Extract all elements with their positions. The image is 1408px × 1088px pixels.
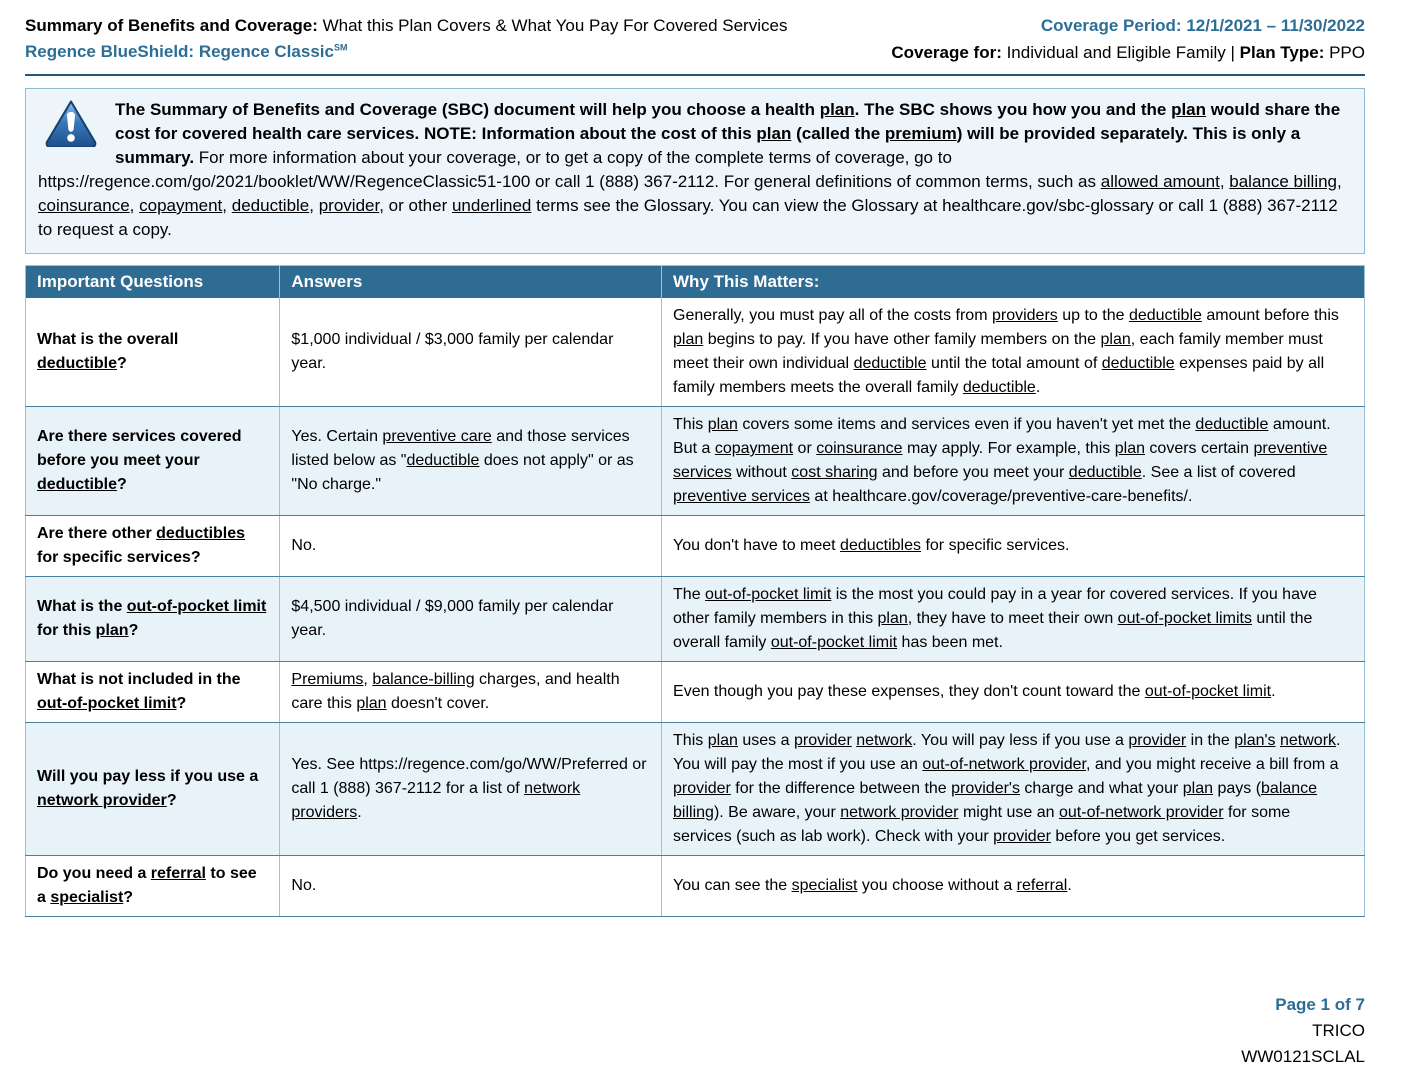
table-head: [26, 266, 1365, 299]
document-header: [25, 14, 1365, 65]
glossary-term-link[interactable]: referral: [1016, 877, 1068, 894]
document-title-bold: Summary of Benefits and Coverage:: [25, 16, 318, 35]
glossary-term-link[interactable]: deductible: [37, 476, 118, 493]
glossary-term-link[interactable]: cost sharing: [791, 464, 878, 481]
why-cell: You don't have to meet deductibles for specific services.: [662, 516, 1365, 577]
table-row: [26, 407, 1365, 516]
table-row: [26, 516, 1365, 577]
glossary-term-link[interactable]: referral: [150, 865, 206, 882]
glossary-term-link[interactable]: specialist: [50, 889, 124, 906]
glossary-term-link[interactable]: balance billing: [1229, 172, 1338, 191]
question-cell: Do you need a referral to see a specialist?: [26, 856, 280, 917]
glossary-term-link[interactable]: plan: [756, 124, 792, 143]
footer-form-code: WW0121SCLAL: [1241, 1047, 1365, 1066]
glossary-term-link[interactable]: premium: [884, 124, 957, 143]
glossary-term-link[interactable]: providers: [991, 307, 1058, 324]
header-divider: [25, 74, 1365, 76]
glossary-term-link[interactable]: deductible: [1128, 307, 1202, 324]
table-row: [26, 723, 1365, 856]
glossary-term-link[interactable]: provider's: [951, 780, 1020, 797]
glossary-term-link[interactable]: plan: [1182, 780, 1213, 797]
glossary-term-link[interactable]: provider: [1128, 732, 1187, 749]
document-title: [25, 14, 787, 38]
why-cell: Even though you pay these expenses, they don't count toward the out-of-pocket limit.: [662, 662, 1365, 723]
glossary-term-link[interactable]: coinsurance: [816, 440, 903, 457]
answer-cell: Yes. Certain preventive care and those services listed below as "deductible does not apply" or as "No charge.": [280, 407, 662, 516]
glossary-term-link[interactable]: network provider: [37, 792, 167, 809]
glossary-term-link[interactable]: network provider: [840, 804, 959, 821]
table-row: [26, 298, 1365, 407]
answer-cell: Premiums, balance-billing charges, and health care this plan doesn't cover.: [280, 662, 662, 723]
glossary-term-link[interactable]: out-of-pocket limits: [1117, 610, 1252, 627]
coverage-for: Coverage for: Individual and Eligible Family | Plan Type: PPO: [891, 43, 1365, 62]
table-row: [26, 577, 1365, 662]
notice-text: The Summary of Benefits and Coverage (SBC) document will help you choose a health plan. The SBC shows you how you and the plan would share the cost for covered health care services. NOTE: Information about the cost of this plan (called the premium) will be provided separately. This is only a summary. For more information about your coverage, or to get a copy of the complete terms of coverage, go to https://regence.com/go/2021/booklet/WW/RegenceClassic51-100 or call 1 (888) 367-2112. For general definitions of common terms, such as allowed amount, balance billing, coinsurance, copayment, deductible, provider, or other underlined terms see the Glossary. You can view the Glossary at healthcare.gov/sbc-glossary or call 1 (888) 367-2112 to request a copy.: [38, 100, 1342, 239]
answer-cell: $4,500 individual / $9,000 family per calendar year.: [280, 577, 662, 662]
why-cell: Generally, you must pay all of the costs from providers up to the deductible amount before this plan begins to pay. If you have other family members on the plan, each family member must meet their own individual deductible until the total amount of deductible expenses paid by all family members meets the overall family deductible.: [662, 298, 1365, 407]
glossary-term-link[interactable]: plan: [1114, 440, 1145, 457]
question-cell: Are there other deductibles for specific services?: [26, 516, 280, 577]
glossary-term-link[interactable]: plan: [95, 622, 129, 639]
glossary-term-link[interactable]: copayment: [714, 440, 794, 457]
glossary-term-link[interactable]: preventive services: [673, 440, 1328, 481]
glossary-term-link[interactable]: plan: [877, 610, 908, 627]
why-cell: You can see the specialist you choose without a referral.: [662, 856, 1365, 917]
plan-name: [25, 42, 787, 62]
glossary-term-link[interactable]: network: [524, 780, 581, 797]
column-header-important-questions: Important Questions: [26, 266, 280, 299]
glossary-term-link[interactable]: providers: [291, 804, 358, 821]
question-cell: What is the overall deductible?: [26, 298, 280, 407]
notice-box: [25, 88, 1365, 254]
question-cell: Will you pay less if you use a network provider?: [26, 723, 280, 856]
glossary-term-link[interactable]: out-of-network provider: [922, 756, 1086, 773]
glossary-term-link[interactable]: out-of-pocket limit: [770, 634, 898, 651]
glossary-term-link[interactable]: plan: [707, 732, 738, 749]
header-right: [891, 14, 1365, 65]
glossary-term-link[interactable]: plan's: [1234, 732, 1276, 749]
answer-cell: Yes. See https://regence.com/go/WW/Preferred or call 1 (888) 367-2112 for a list of network providers.: [280, 723, 662, 856]
glossary-term-link[interactable]: provider: [993, 828, 1051, 845]
answer-cell: $1,000 individual / $3,000 family per calendar year.: [280, 298, 662, 407]
why-cell: This plan covers some items and services even if you haven't yet met the deductible amount. But a copayment or coinsurance may apply. For example, this plan covers certain preventive services without cost sharing and before you meet your deductible. See a list of covered preventive services at healthcare.gov/coverage/preventive-care-benefits/.: [662, 407, 1365, 516]
glossary-term-link[interactable]: deductible: [406, 452, 480, 469]
glossary-term-link[interactable]: allowed amount: [1100, 172, 1220, 191]
glossary-term-link[interactable]: copayment: [139, 196, 223, 215]
column-header-why-this-matters: Why This Matters:: [662, 266, 1365, 299]
glossary-term-link[interactable]: network: [856, 732, 913, 749]
glossary-term-link[interactable]: underlined: [451, 196, 532, 215]
glossary-term-link[interactable]: balance billing: [673, 780, 1318, 821]
answer-cell: No.: [280, 516, 662, 577]
glossary-term-link[interactable]: provider: [793, 732, 852, 749]
glossary-term-link[interactable]: specialist: [791, 877, 858, 894]
footer-group-code: TRICO: [1312, 1021, 1365, 1040]
glossary-term-link[interactable]: plan: [356, 695, 387, 712]
questions-table: [25, 265, 1365, 917]
glossary-term-link[interactable]: deductible: [1068, 464, 1142, 481]
glossary-term-link[interactable]: balance-billing: [372, 671, 475, 688]
glossary-term-link[interactable]: provider: [318, 196, 380, 215]
glossary-term-link[interactable]: out-of-pocket limit: [1144, 683, 1272, 700]
glossary-term-link[interactable]: deductible: [962, 379, 1036, 396]
glossary-term-link[interactable]: provider: [673, 780, 731, 797]
why-cell: This plan uses a provider network. You will pay less if you use a provider in the plan's network. You will pay the most if you use an out-of-network provider, and you might receive a bill from a provider for the difference between the provider's charge and what your plan pays (balance billing). Be aware, your network provider might use an out-of-network provider for some services (such as lab work). Check with your provider before you get services.: [662, 723, 1365, 856]
table-header-row: [26, 266, 1365, 299]
glossary-term-link[interactable]: plan: [819, 100, 855, 119]
warning-triangle-icon: [42, 99, 100, 147]
why-cell: The out-of-pocket limit is the most you could pay in a year for covered services. If you have other family members in this plan, they have to meet their own out-of-pocket limits until the overall family out-of-pocket limit has been met.: [662, 577, 1365, 662]
glossary-term-link[interactable]: plan: [1100, 331, 1131, 348]
glossary-term-link[interactable]: out-of-pocket limit: [37, 695, 177, 712]
table-row: [26, 856, 1365, 917]
glossary-term-link[interactable]: deductible: [1195, 416, 1269, 433]
glossary-term-link[interactable]: preventive services: [673, 488, 810, 505]
question-cell: What is not included in the out-of-pocket limit?: [26, 662, 280, 723]
table-row: [26, 662, 1365, 723]
glossary-term-link[interactable]: deductible: [1101, 355, 1175, 372]
plan-name-text: Regence BlueShield: Regence Classic: [25, 42, 334, 61]
question-cell: What is the out-of-pocket limit for this plan?: [26, 577, 280, 662]
question-cell: Are there services covered before you meet your deductible?: [26, 407, 280, 516]
glossary-term-link[interactable]: deductibles: [156, 525, 246, 542]
glossary-term-link[interactable]: deductible: [37, 355, 118, 372]
document-footer: [1241, 992, 1365, 1070]
glossary-term-link[interactable]: out-of-pocket limit: [126, 598, 267, 615]
glossary-term-link[interactable]: deductible: [853, 355, 927, 372]
document-title-rest: What this Plan Covers & What You Pay For Covered Services: [317, 16, 788, 35]
glossary-term-link[interactable]: deductible: [231, 196, 310, 215]
glossary-term-link[interactable]: plan: [673, 331, 704, 348]
glossary-term-link[interactable]: deductibles: [840, 537, 921, 554]
glossary-term-link[interactable]: out-of-network provider: [1059, 804, 1224, 821]
column-header-answers: Answers: [280, 266, 662, 299]
glossary-term-link[interactable]: preventive care: [382, 428, 492, 445]
answer-cell: No.: [280, 856, 662, 917]
questions-table-body: [26, 298, 1365, 917]
glossary-term-link[interactable]: out-of-pocket limit: [705, 586, 832, 603]
page-number: Page 1 of 7: [1275, 995, 1365, 1014]
header-left: [25, 14, 787, 62]
service-mark: SM: [333, 42, 348, 53]
glossary-term-link[interactable]: plan: [1171, 100, 1207, 119]
glossary-term-link[interactable]: plan: [707, 416, 738, 433]
glossary-term-link[interactable]: network: [1280, 732, 1337, 749]
coverage-period: Coverage Period: 12/1/2021 – 11/30/2022: [1040, 16, 1365, 35]
glossary-term-link[interactable]: coinsurance: [38, 196, 130, 215]
glossary-term-link[interactable]: Premiums: [291, 671, 364, 688]
